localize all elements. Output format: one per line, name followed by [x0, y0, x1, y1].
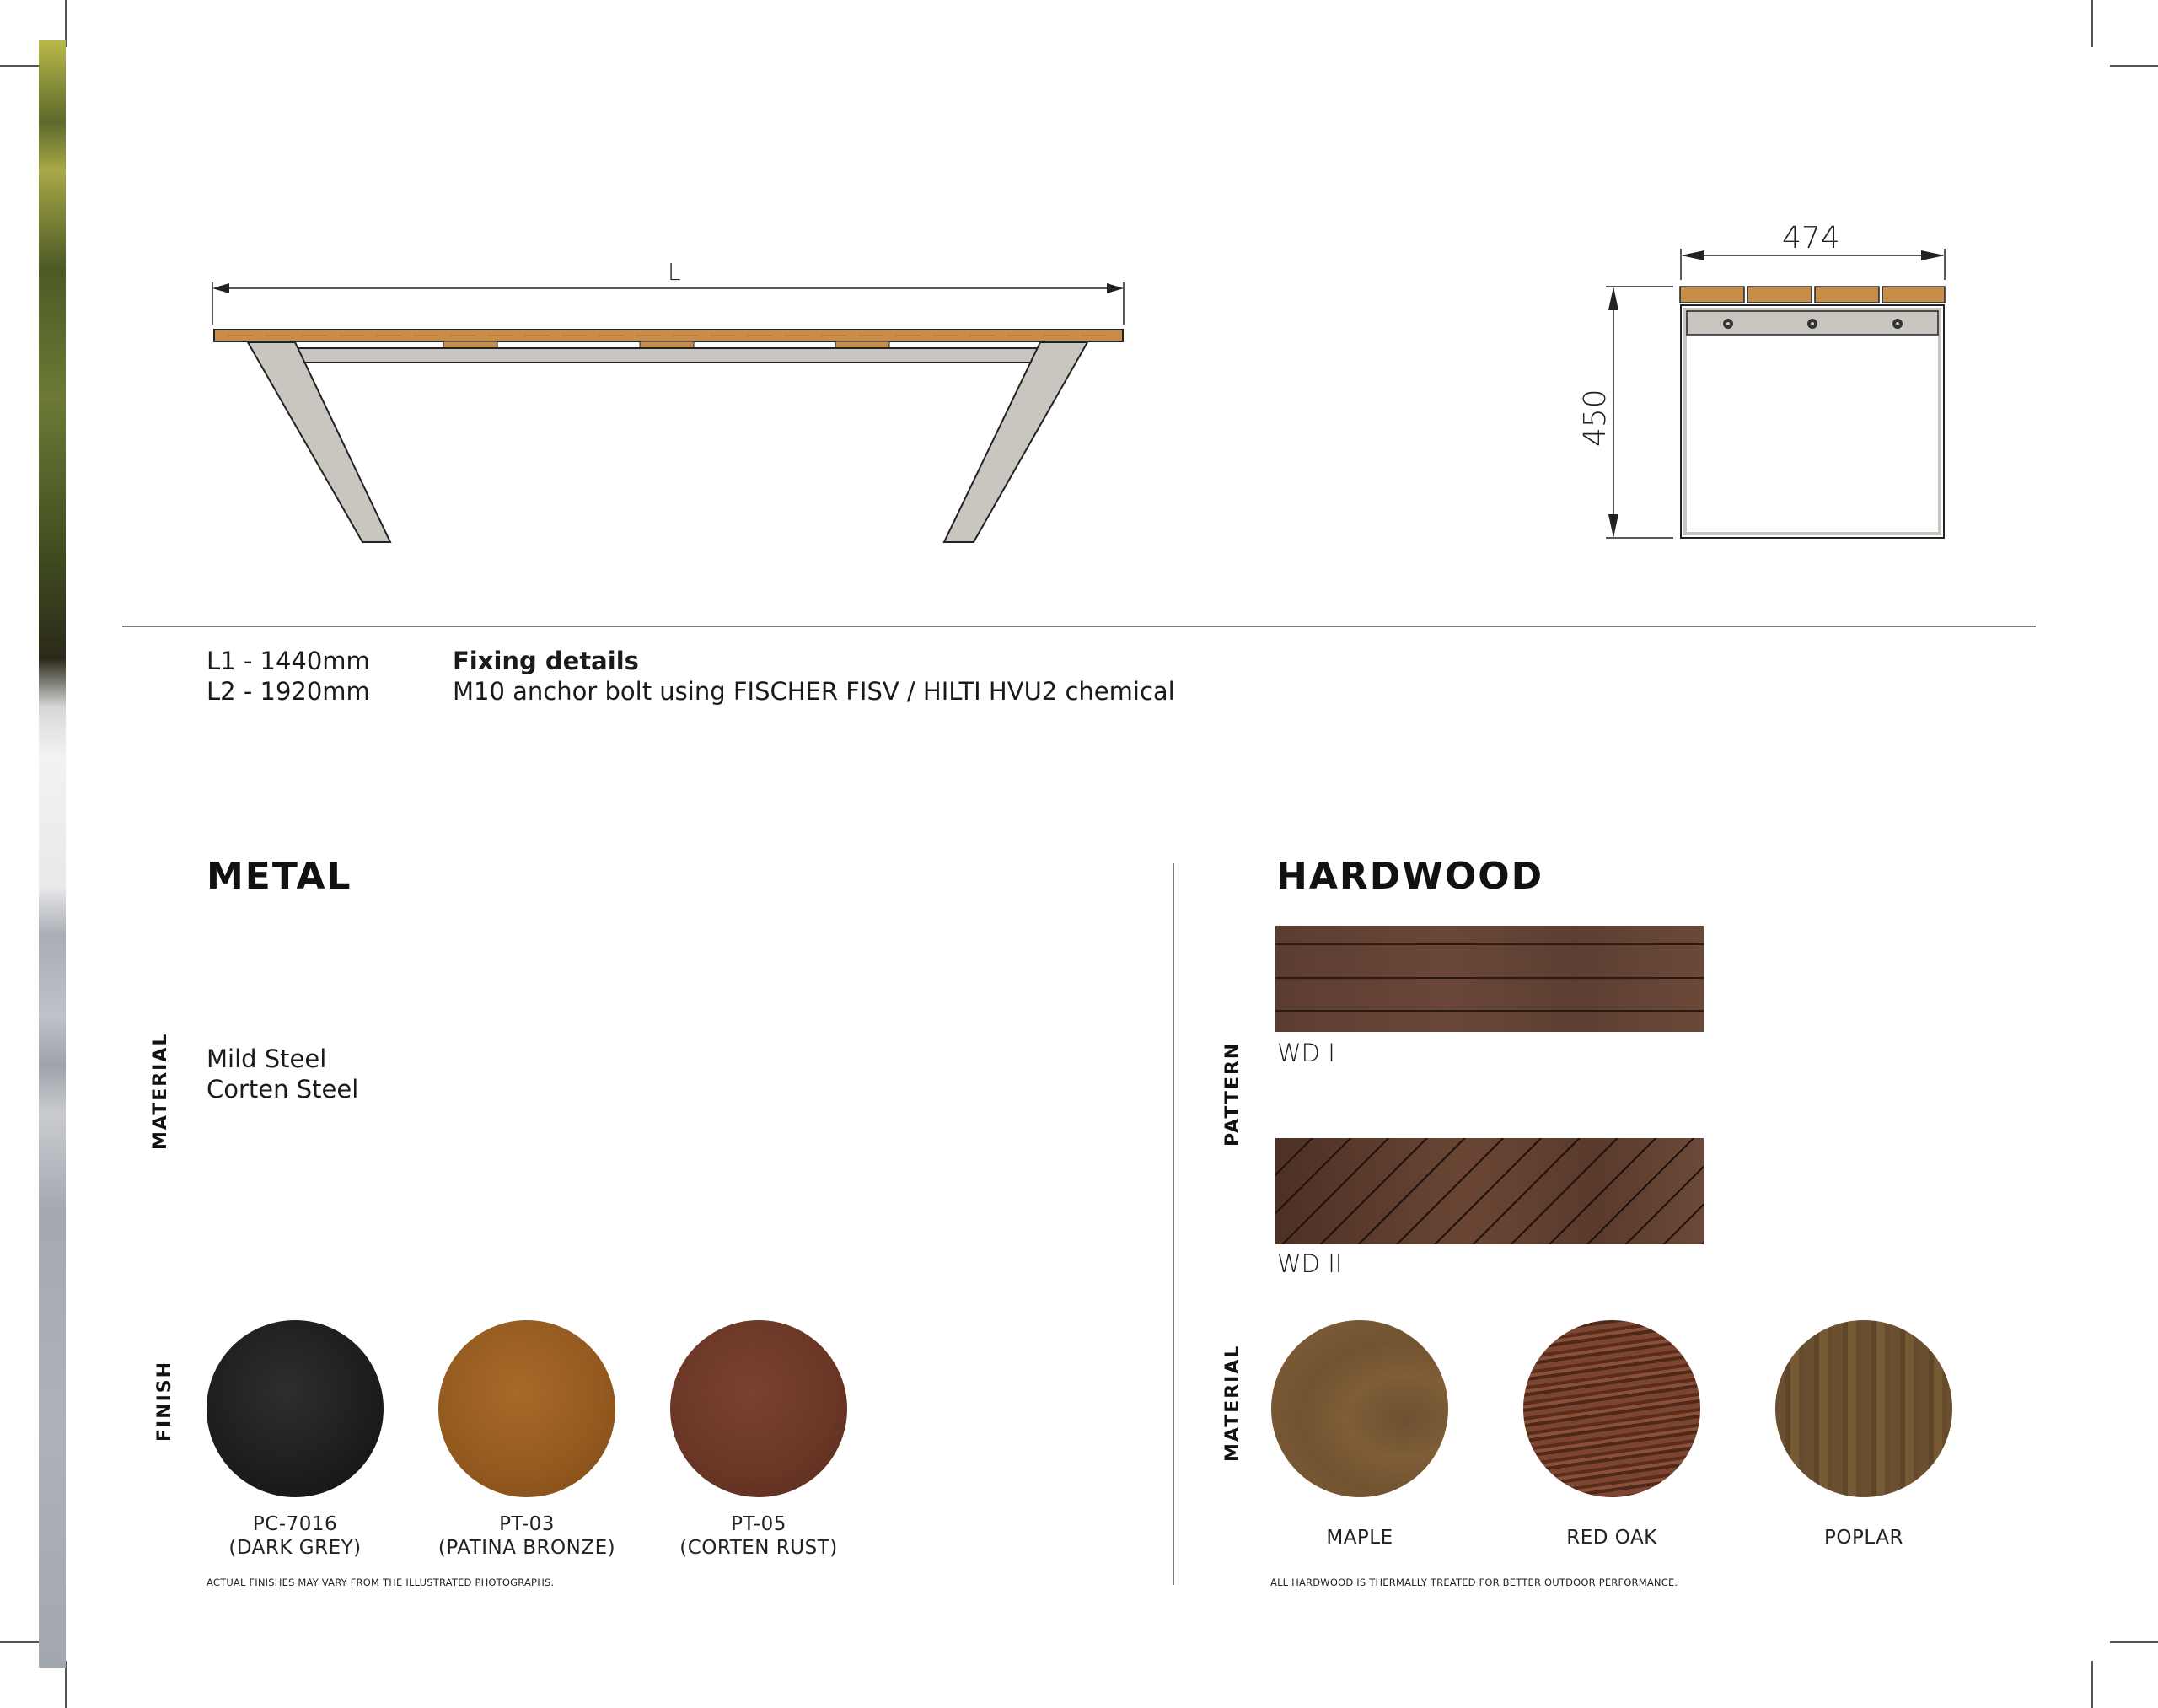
finish-caption-patina-bronze: PT-03 (PATINA BRONZE) — [438, 1513, 616, 1559]
pattern-swatch-wd2[interactable] — [1275, 1138, 1704, 1244]
length-spec-list — [207, 646, 370, 706]
crop-mark-tr-v — [2091, 0, 2093, 47]
crop-mark-br-h — [2110, 1641, 2158, 1643]
fixing-details-text: M10 anchor bolt using FISCHER FISV / HILTI HVU2 chemical — [453, 677, 1175, 706]
wood-swatch-poplar[interactable] — [1775, 1320, 1952, 1497]
hardwood-pattern-label: PATTERN — [1222, 1041, 1243, 1147]
section-divider-vertical — [1173, 863, 1174, 1585]
crop-mark-tr-h — [2110, 65, 2158, 67]
wood-caption-red-oak: RED OAK — [1566, 1527, 1657, 1549]
width-dimension-label: 474 — [1782, 221, 1840, 255]
wood-swatch-maple[interactable] — [1271, 1320, 1448, 1497]
metal-material-list — [207, 1044, 358, 1104]
hardwood-material-label: MATERIAL — [1222, 1344, 1243, 1462]
bench-end-view-drawing — [1585, 236, 1973, 556]
metal-section-title: METAL — [207, 855, 352, 898]
wood-swatch-red-oak[interactable] — [1523, 1320, 1700, 1497]
length-dimension-label: L — [668, 258, 681, 286]
length-spec-l2: L2 - 1920mm — [207, 677, 370, 706]
pattern-label-wd2: WD II — [1277, 1249, 1343, 1278]
fixing-details — [453, 646, 1175, 706]
length-spec-l1: L1 - 1440mm — [207, 647, 370, 675]
metal-finish-disclaimer: ACTUAL FINISHES MAY VARY FROM THE ILLUSTRATED PHOTOGRAPHS. — [207, 1576, 555, 1588]
bleed-photo-strip — [39, 40, 66, 1668]
hardwood-section-title: HARDWOOD — [1276, 855, 1544, 898]
metal-material-label: MATERIAL — [150, 1032, 171, 1150]
finish-caption-dark-grey: PC-7016 (DARK GREY) — [228, 1513, 362, 1559]
finish-swatch-patina-bronze[interactable] — [438, 1320, 615, 1497]
hardwood-treatment-note: ALL HARDWOOD IS THERMALLY TREATED FOR BETTER OUTDOOR PERFORMANCE. — [1270, 1576, 1678, 1588]
pattern-label-wd1: WD I — [1277, 1039, 1335, 1067]
crop-mark-bl-v — [65, 1661, 67, 1708]
wood-caption-poplar: POPLAR — [1824, 1527, 1903, 1549]
finish-swatch-dark-grey[interactable] — [207, 1320, 384, 1497]
wood-caption-maple: MAPLE — [1326, 1527, 1393, 1549]
metal-finish-label: FINISH — [154, 1360, 175, 1442]
finish-caption-corten-rust: PT-05 (CORTEN RUST) — [679, 1513, 838, 1559]
fixing-details-title: Fixing details — [453, 647, 639, 675]
crop-mark-br-v — [2091, 1661, 2093, 1708]
height-dimension-label: 450 — [1578, 389, 1613, 447]
pattern-swatch-wd1[interactable] — [1275, 926, 1704, 1032]
metal-material-item: Corten Steel — [207, 1075, 359, 1104]
bench-side-view-drawing — [202, 253, 1138, 556]
finish-swatch-corten-rust[interactable] — [670, 1320, 847, 1497]
section-divider-horizontal — [122, 626, 2036, 627]
metal-material-item: Mild Steel — [207, 1045, 327, 1073]
